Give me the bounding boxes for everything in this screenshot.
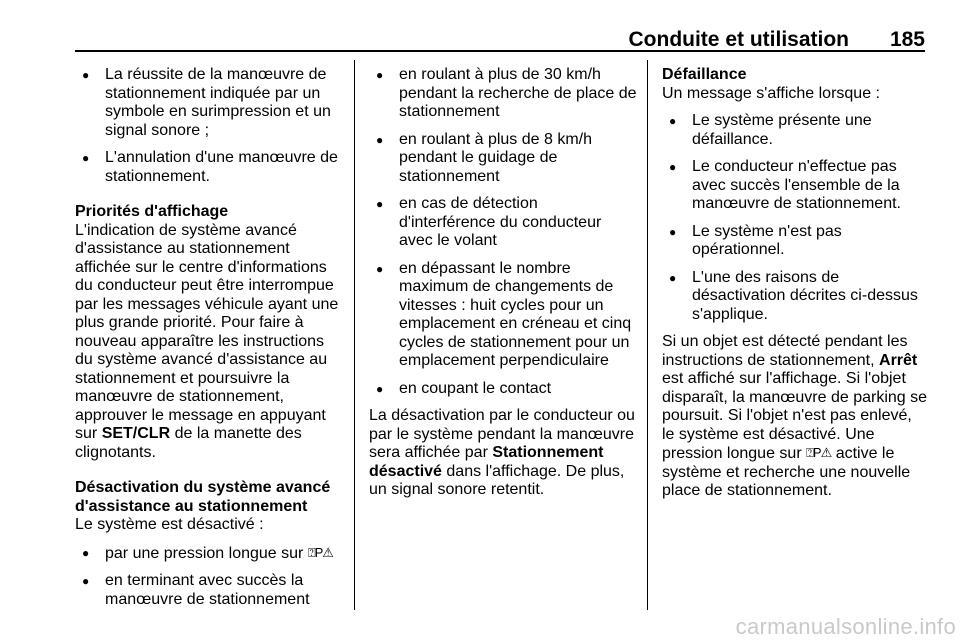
list-item: ● en roulant à plus de 8 km/h pendant le guidage de stationnement — [369, 131, 637, 187]
page-number: 185 — [889, 28, 925, 51]
watermark: carmanualsonline.info — [735, 614, 956, 639]
list-item: ● par une pression longue sur ⍰P⚠ — [75, 544, 345, 564]
bullet-list-top — [75, 66, 345, 186]
section-heading-priority: Priorités d'affichage — [75, 203, 229, 220]
list-item: ● Le système n'est pas opérationnel. — [662, 223, 927, 260]
park-assist-icon: ⍰P⚠ — [806, 445, 832, 460]
page-title: Conduite et utilisation — [628, 28, 849, 51]
list-item: ● en terminant avec succès la manœuvre de stationnement — [75, 572, 345, 609]
column-divider-1 — [354, 60, 355, 610]
list-item: ● en cas de détection d'interférence du conducteur avec le volant — [369, 195, 637, 251]
section-heading-failure: Défaillance — [662, 66, 747, 83]
list-item: ● La réussite de la manœuvre de stationnement indiquée par un symbole en surimpression et un signal sonore ; — [75, 66, 345, 140]
list-item: ● L'une des raisons de désactivation décrites ci-dessus s'applique. — [662, 269, 927, 325]
list-item: ● en coupant le contact — [369, 380, 637, 399]
column-1 — [75, 66, 345, 618]
section-heading-deactivation: Désactivation du système avancé d'assistance au stationnement — [75, 479, 331, 515]
deactivation-intro: Le système est désactivé : — [75, 516, 264, 533]
column-3 — [662, 66, 927, 510]
bullet-list-conditions — [369, 66, 637, 398]
column-divider-2 — [647, 60, 648, 610]
park-assist-icon: ⍰P⚠ — [307, 544, 333, 560]
bullet-list-deactivation — [75, 544, 345, 610]
header-rule — [75, 50, 925, 52]
list-item: ● en dépassant le nombre maximum de changements de vitesses : huit cycles pour un emplacement en créneau et cinq cycles de stationnement pour un emplacement perpendiculaire — [369, 260, 637, 371]
arret-label: Arrêt — [879, 351, 918, 369]
priority-paragraph: L'indication de système avancé d'assistance au stationnement affichée sur le centre d'informations du conducteur peut être interrompue par les messages véhicule ayant une plus grande priorité. Pour faire à nouveau apparaître les instructions du système avancé d'assistance au stationnement et poursuivre la manœuvre de stationnement, approuver le message en appuyant sur SET/CLR de la manette des clignotants. — [75, 221, 339, 461]
list-item: ● L'annulation d'une manœuvre de stationnement. — [75, 149, 345, 186]
column-2 — [369, 66, 637, 509]
page-header — [75, 0, 925, 50]
bullet-list-failure — [662, 112, 927, 324]
list-item: ● en roulant à plus de 30 km/h pendant la recherche de place de stationnement — [369, 66, 637, 122]
list-item: ● Le conducteur n'effectue pas avec succès l'ensemble de la manœuvre de stationnement. — [662, 158, 927, 214]
stationnement-desactive-label: Stationnement désactivé — [369, 444, 604, 480]
set-clr-label: SET/CLR — [101, 425, 171, 442]
object-detection-paragraph: Si un objet est détecté pendant les instructions de stationnement, Arrêt est affiché sur l'affichage. Si l'objet disparaît, la manœuvre de parking se poursuit. Si l'objet n'est pas enlevé, le système est désactivé. Une pression longue sur ⍰P⚠ active le système et recherche une nouvelle place de stationnement. — [662, 333, 928, 499]
failure-intro: Un message s'affiche lorsque : — [662, 84, 880, 102]
list-item: ● Le système présente une défaillance. — [662, 112, 927, 149]
deactivation-display-paragraph: La désactivation par le conducteur ou par le système pendant la manœuvre sera affichée par Stationnement désactivé dans l'affichage. De plus, un signal sonore retentit. — [369, 407, 635, 498]
